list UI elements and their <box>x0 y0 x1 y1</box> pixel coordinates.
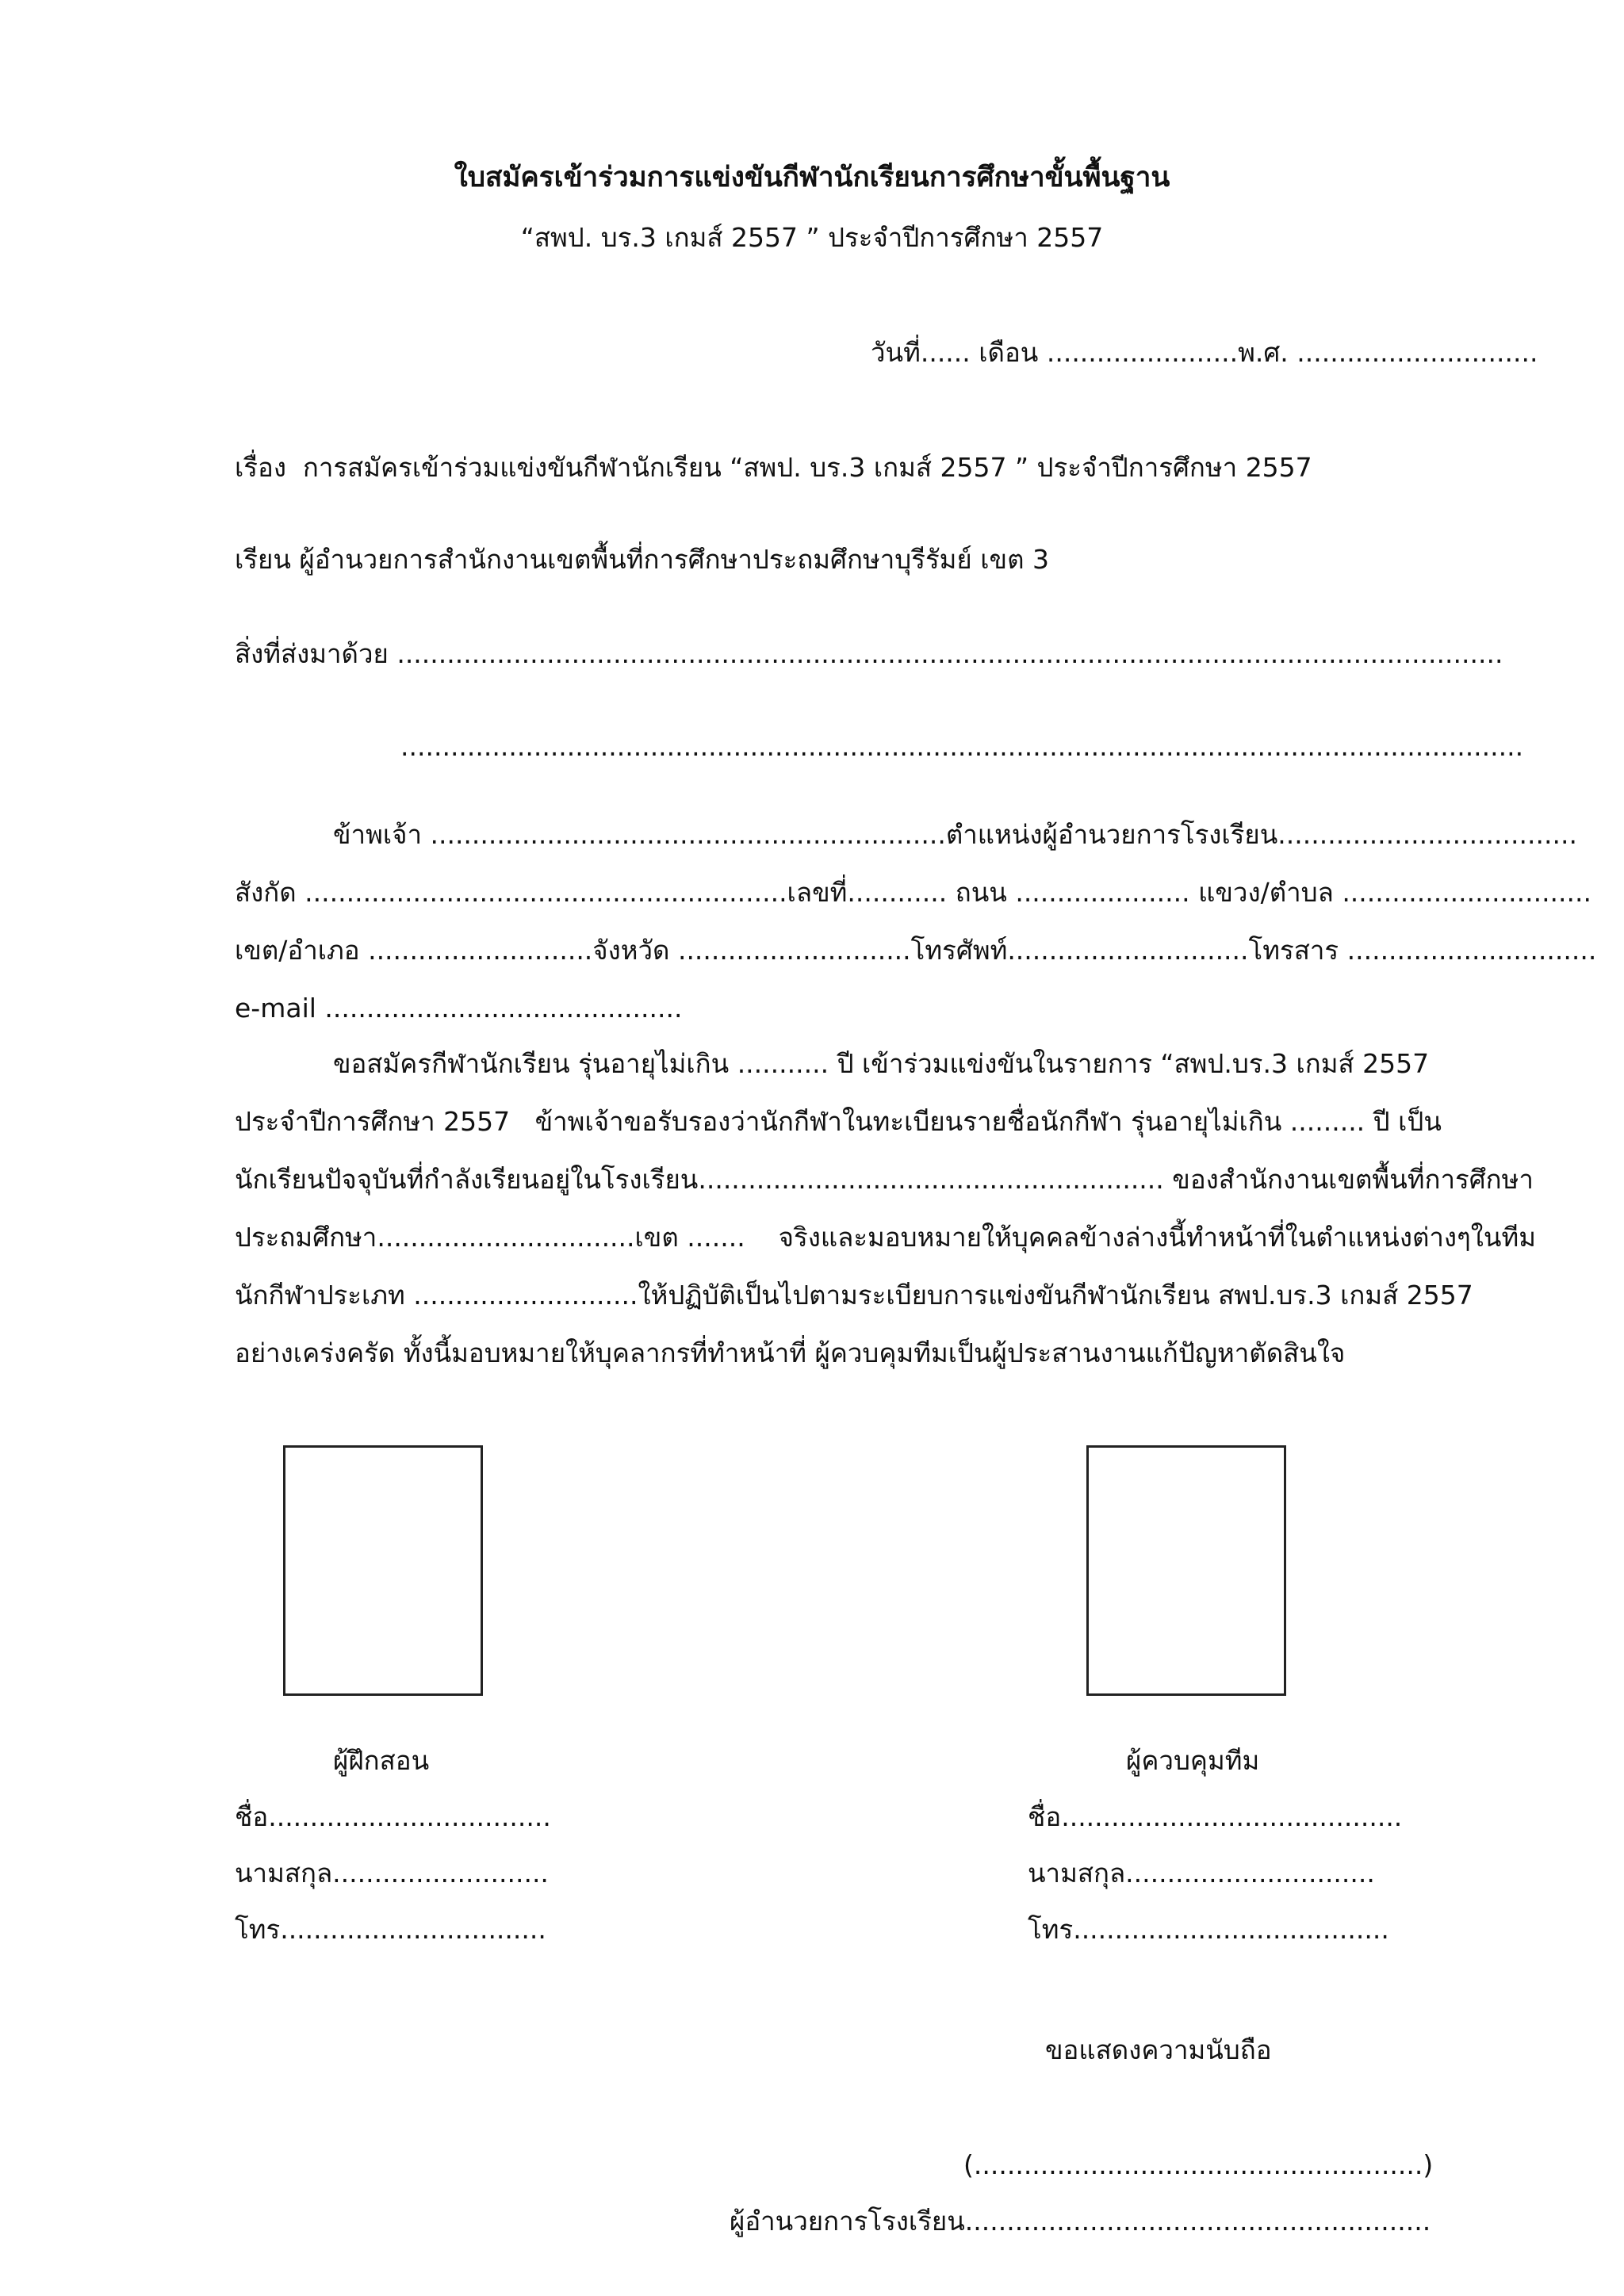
applicant-email-line: e-mail ........................................... <box>235 993 683 1024</box>
signature-line: (......................................................) <box>963 2149 1434 2180</box>
attachment-line-continued: ....................................................................................................................................... <box>400 731 1524 762</box>
manager-phone-field: โทร...................................... <box>1028 1914 1389 1945</box>
form-subtitle: “สพป. บร.3 เกมส์ 2557 ” ประจำปีการศึกษา 2557 <box>520 222 1104 253</box>
coach-name-field: ชื่อ.................................. <box>235 1801 551 1832</box>
manager-photo-box <box>1086 1445 1286 1696</box>
attachment-line: สิ่งที่ส่งมาด้วย ..................................................................................................................................... <box>235 638 1503 669</box>
body-line: อย่างเคร่งครัด ทั้งนี้มอบหมายให้บุคลากรที่ทำหน้าที่ ผู้ควบคุมทีมเป็นผู้ประสานงานแก้ปัญหาตัดสินใจ <box>235 1337 1346 1368</box>
applicant-name-line: ข้าพเจ้า ..............................................................ตำแหน่งผู้อำนวยการโรงเรียน.................................... <box>333 819 1577 850</box>
body-line: ประถมศึกษา...............................เขต ....... จริงและมอบหมายให้บุคคลข้างล่างนี้ทำหน้าที่ในตำแหน่งต่างๆในทีม <box>235 1222 1536 1253</box>
coach-surname-field: นามสกุล.......................... <box>235 1858 549 1888</box>
manager-surname-field: นามสกุล.............................. <box>1028 1858 1375 1888</box>
coach-role-label: ผู้ฝึกสอน <box>333 1745 430 1776</box>
subject-line: เรื่อง การสมัครเข้าร่วมแข่งขันกีฬานักเรียน “สพป. บร.3 เกมส์ 2557 ” ประจำปีการศึกษา 2557 <box>235 452 1312 483</box>
body-line: นักกีฬาประเภท ...........................ให้ปฏิบัติเป็นไปตามระเบียบการแข่งขันกีฬานักเรียน สพป.บร.3 เกมส์ 2557 <box>235 1280 1473 1311</box>
body-line: ขอสมัครกีฬานักเรียน รุ่นอายุไม่เกิน ........... ปี เข้าร่วมแข่งขันในรายการ “สพป.บร.3 เกมส์ 2557 <box>333 1048 1430 1079</box>
coach-phone-field: โทร................................ <box>235 1914 546 1945</box>
body-line: ประจำปีการศึกษา 2557 ข้าพเจ้าขอรับรองว่านักกีฬาในทะเบียนรายชื่อนักกีฬา รุ่นอายุไม่เกิน ......... ปี เป็น <box>235 1106 1442 1137</box>
form-title: ใบสมัครเข้าร่วมการแข่งขันกีฬานักเรียนการศึกษาขั้นพื้นฐาน <box>454 162 1170 193</box>
manager-role-label: ผู้ควบคุมทีม <box>1126 1745 1260 1776</box>
closing-regards: ขอแสดงความนับถือ <box>1045 2034 1272 2065</box>
applicant-district-line: เขต/อำเภอ ...........................จังหวัด ............................โทรศัพท์.............................โทรสาร .............................. <box>235 935 1597 966</box>
applicant-affiliation-line: สังกัด ..........................................................เลขที่............ ถนน ..................... แขวง/ตำบล .............................. <box>235 877 1592 908</box>
body-line: นักเรียนปัจจุบันที่กำลังเรียนอยู่ในโรงเรียน........................................................ ของสำนักงานเขตพื้นที่การศึกษา <box>235 1164 1534 1195</box>
director-signature-line: ผู้อำนวยการโรงเรียน........................................................ <box>730 2206 1431 2237</box>
to-line: เรียน ผู้อำนวยการสำนักงานเขตพื้นที่การศึกษาประถมศึกษาบุรีรัมย์ เขต 3 <box>235 544 1049 575</box>
manager-name-field: ชื่อ......................................... <box>1028 1801 1403 1832</box>
date-line: วันที่...... เดือน .......................พ.ศ. ............................. <box>871 337 1538 368</box>
coach-photo-box <box>283 1445 483 1696</box>
